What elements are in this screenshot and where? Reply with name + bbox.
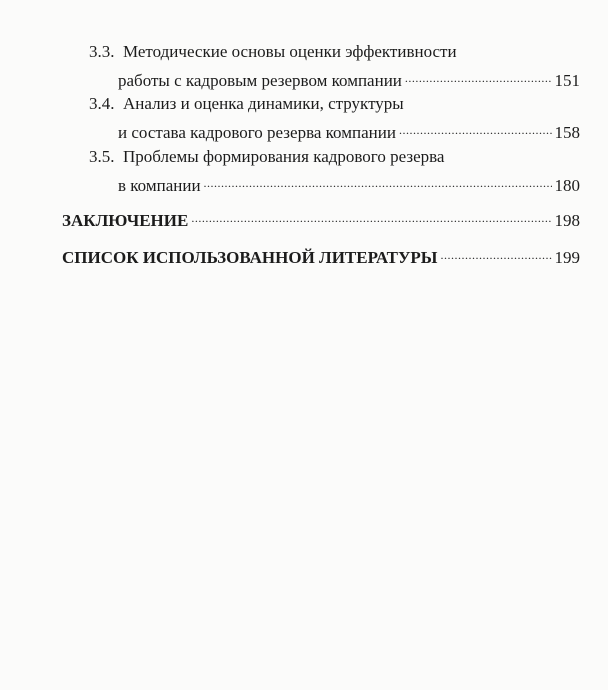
toc-entry-title: Проблемы формирования кадрового резерва [123, 147, 445, 166]
toc-entry-title-continuation: и состава кадрового резерва компании [118, 123, 396, 142]
toc-page-number: 151 [554, 71, 580, 90]
toc-section-title: СПИСОК ИСПОЛЬЗОВАННОЙ ЛИТЕРАТУРЫ [62, 248, 438, 267]
toc-entry-title: Методические основы оценки эффективности [123, 42, 457, 61]
toc-section-title: ЗАКЛЮЧЕНИЕ [62, 211, 189, 230]
toc-entry-references [62, 243, 580, 268]
dot-leader [191, 206, 551, 226]
toc-page-number: 180 [554, 176, 580, 195]
toc-entry-title-continuation: работы с кадровым резервом компании [118, 71, 402, 90]
toc-entry-first-line [89, 94, 404, 114]
toc-entry-first-line [89, 42, 457, 62]
toc-entry-number: 3.4. [89, 94, 115, 113]
dot-leader [204, 171, 552, 191]
toc-entry-conclusion [62, 206, 580, 231]
dot-leader [441, 243, 552, 263]
dot-leader [399, 118, 552, 138]
dot-leader [405, 66, 552, 86]
toc-page-number: 158 [554, 123, 580, 142]
toc-entry-first-line [89, 147, 444, 167]
toc-entry-second-line [118, 66, 580, 91]
toc-entry-second-line [118, 171, 580, 196]
toc-entry-title: Анализ и оценка динамики, структуры [123, 94, 404, 113]
toc-entry-second-line [118, 118, 580, 143]
toc-entry-number: 3.5. [89, 147, 115, 166]
toc-entry-number: 3.3. [89, 42, 115, 61]
toc-entry-title-continuation: в компании [118, 176, 201, 195]
toc-page-number: 198 [554, 211, 580, 230]
toc-page-number: 199 [554, 248, 580, 267]
